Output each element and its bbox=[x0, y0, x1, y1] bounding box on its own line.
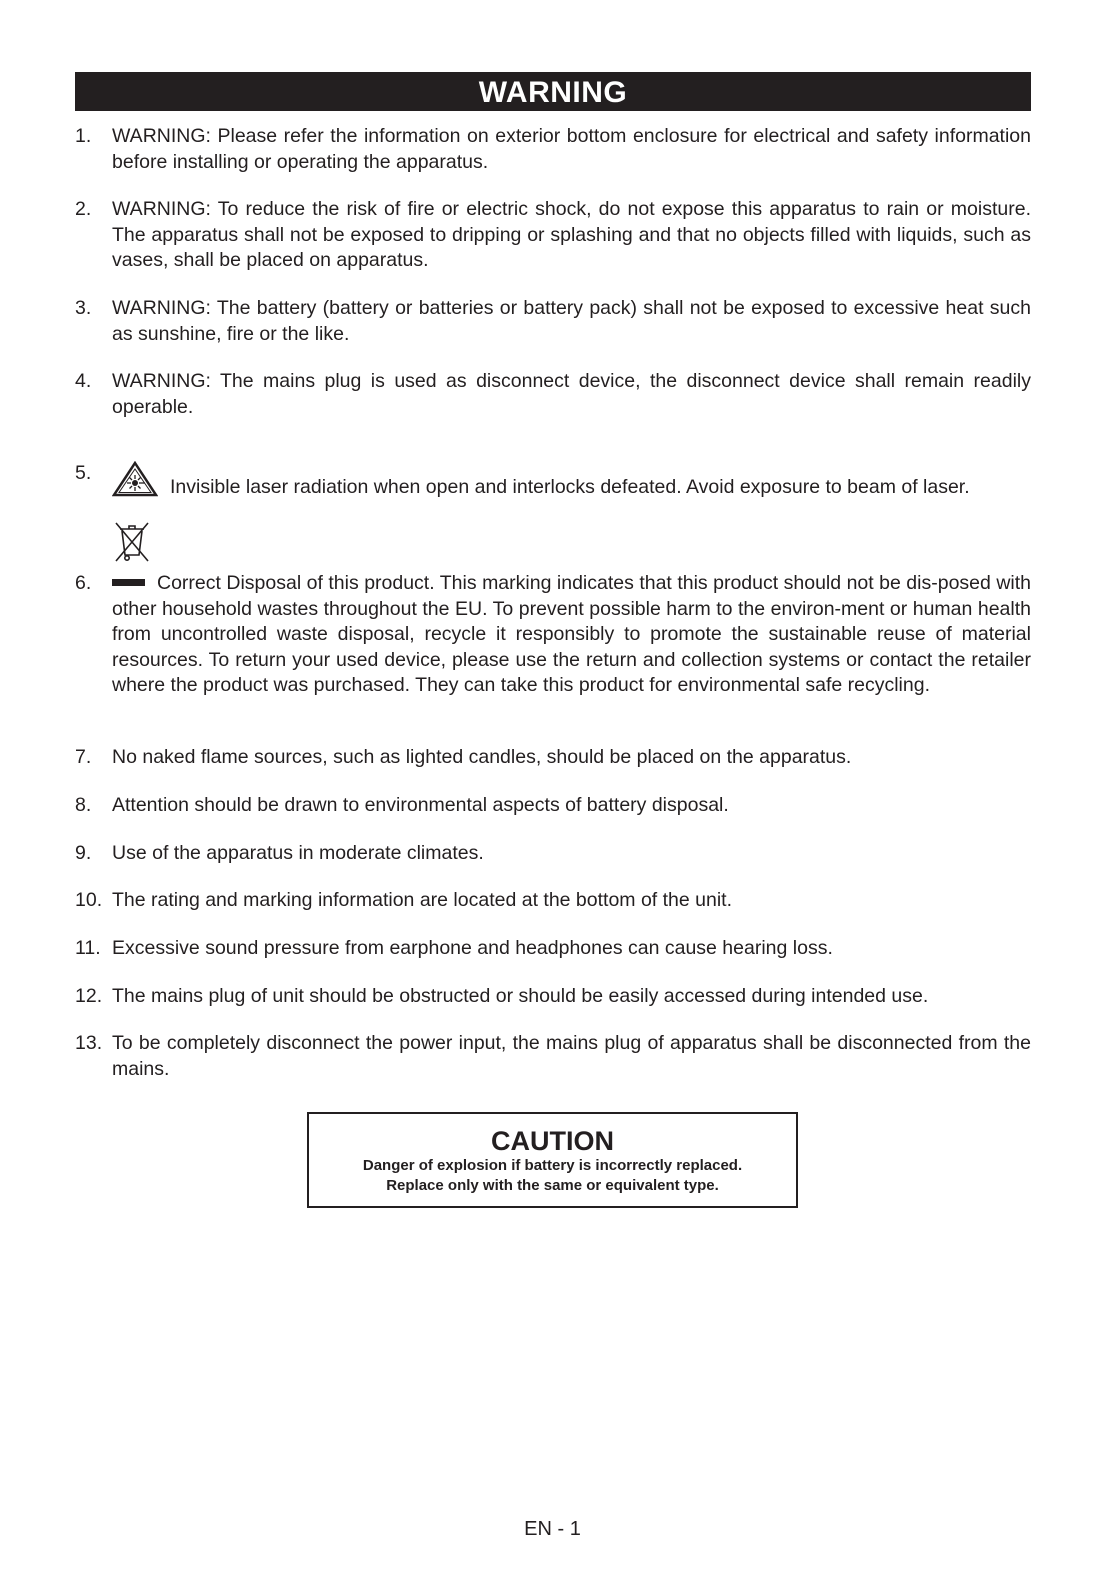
item-text: The mains plug of unit should be obstructed or should be easily accessed during intended use. bbox=[112, 985, 929, 1007]
item-number: 11. bbox=[75, 937, 101, 959]
warning-banner: WARNING bbox=[75, 72, 1031, 111]
warning-item-9 bbox=[75, 841, 1031, 867]
item-number: 2. bbox=[75, 198, 92, 220]
item-number: 1. bbox=[75, 125, 92, 147]
warning-item-12 bbox=[75, 984, 1031, 1010]
item-text: The rating and marking information are located at the bottom of the unit. bbox=[112, 889, 733, 911]
warning-item-5 bbox=[75, 461, 1031, 501]
caution-box bbox=[307, 1112, 798, 1208]
item-text-wrap bbox=[112, 571, 1031, 699]
warning-item-13 bbox=[75, 1031, 1031, 1082]
item-number: 5. bbox=[75, 462, 92, 484]
warning-item-10 bbox=[75, 888, 1031, 914]
item-number: 7. bbox=[75, 746, 92, 768]
item-text-wrap bbox=[112, 461, 1031, 501]
warning-item-1 bbox=[75, 124, 1031, 175]
item-number: 6. bbox=[75, 572, 92, 594]
item-text: WARNING: Please refer the information on exterior bottom enclosure for electrical and safety information before installing or operating the apparatus. bbox=[112, 125, 1031, 173]
caution-title: CAUTION bbox=[491, 1126, 614, 1156]
caution-line-2: Replace only with the same or equivalent type. bbox=[386, 1177, 719, 1194]
warning-item-8 bbox=[75, 793, 1031, 819]
item-number: 8. bbox=[75, 794, 92, 816]
item-text: No naked flame sources, such as lighted candles, should be placed on the apparatus. bbox=[112, 746, 852, 768]
item-number: 13. bbox=[75, 1032, 103, 1054]
warning-item-6 bbox=[75, 571, 1031, 699]
weee-bar-icon bbox=[112, 579, 145, 586]
item-text: WARNING: To reduce the risk of fire or electric shock, do not expose this apparatus to rain or moisture. The apparatus shall not be exposed to dripping or splashing and that no objects filled with liquids, such as vases, shall be placed on apparatus. bbox=[112, 198, 1031, 271]
item-text: Invisible laser radiation when open and interlocks defeated. Avoid exposure to beam of laser. bbox=[170, 476, 970, 498]
item-number: 4. bbox=[75, 370, 92, 392]
warning-item-3 bbox=[75, 296, 1031, 347]
warning-item-2 bbox=[75, 197, 1031, 274]
item-text: Correct Disposal of this product. This marking indicates that this product should not be dis-posed with other household wastes throughout the EU. To prevent possible harm to the environ-ment or human health from uncontrolled waste disposal, recycle it responsibly to promote the sustainable reuse of material resources. To return your used device, please use the return and collection systems or contact the retailer where the product was purchased. They can take this product for environmental safe recycling. bbox=[112, 572, 1031, 696]
item-number: 10. bbox=[75, 889, 103, 911]
warning-item-4 bbox=[75, 369, 1031, 420]
page-number: EN - 1 bbox=[524, 1518, 581, 1540]
item-text: Excessive sound pressure from earphone and headphones can cause hearing loss. bbox=[112, 937, 833, 959]
item-text: Attention should be drawn to environmental aspects of battery disposal. bbox=[112, 794, 729, 816]
item-text: WARNING: The mains plug is used as disconnect device, the disconnect device shall remain readily operable. bbox=[112, 370, 1031, 418]
warning-item-7 bbox=[75, 745, 1031, 771]
crossed-bin-icon bbox=[112, 519, 156, 563]
item-text: To be completely disconnect the power input, the mains plug of apparatus shall be disconnected from the mains. bbox=[112, 1032, 1031, 1080]
laser-warning-icon bbox=[112, 461, 158, 497]
caution-line-1: Danger of explosion if battery is incorrectly replaced. bbox=[362, 1157, 743, 1174]
item-number: 9. bbox=[75, 842, 92, 864]
warning-item-11 bbox=[75, 936, 1031, 962]
item-number: 12. bbox=[75, 985, 103, 1007]
item-text: Use of the apparatus in moderate climates. bbox=[112, 842, 484, 864]
item-text: WARNING: The battery (battery or batteries or battery pack) shall not be exposed to excessive heat such as sunshine, fire or the like. bbox=[112, 297, 1031, 345]
item-number: 3. bbox=[75, 297, 92, 319]
